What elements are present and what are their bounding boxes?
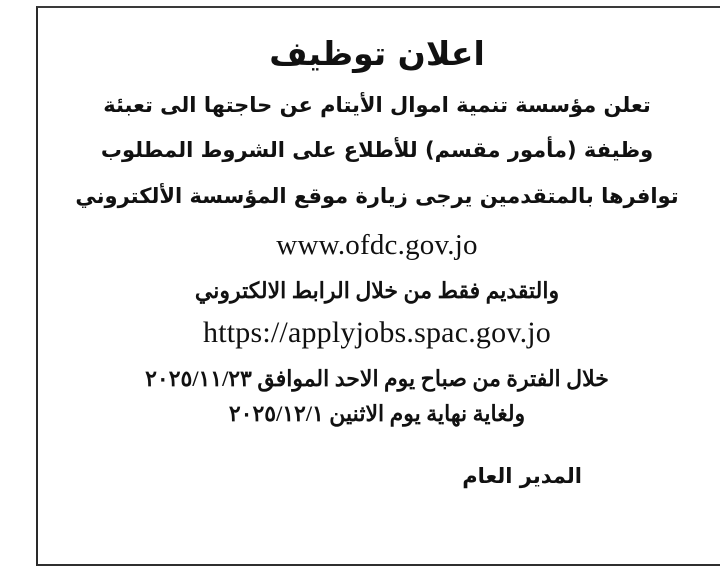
apply-url[interactable]: https://applyjobs.spac.gov.jo [203, 316, 552, 350]
notice-content [38, 8, 720, 564]
apply-link-intro: والتقديم فقط من خلال الرابط الالكتروني [194, 278, 560, 304]
website-url[interactable]: www.ofdc.gov.jo [276, 229, 478, 262]
page-title: اعلان توظيف [269, 34, 485, 73]
notice-sheet [36, 6, 720, 566]
body-line-3: توافرها بالمتقدمين يرجى زيارة موقع المؤسسة الألكتروني [75, 183, 679, 208]
body-line-1: تعلن مؤسسة تنمية اموال الأيتام عن حاجتها الى تعبئة [103, 93, 651, 117]
signature-line: المدير العام [462, 464, 582, 489]
body-line-2: وظيفة (مأمور مقسم) للأطلاع على الشروط المطلوب [100, 138, 654, 163]
date-line-start: خلال الفترة من صباح يوم الاحد الموافق ٢٠٢٥/١١/٢٣ [145, 366, 609, 392]
date-line-end: ولغاية نهاية يوم الاثنين ٢٠٢٥/١٢/١ [228, 401, 526, 427]
